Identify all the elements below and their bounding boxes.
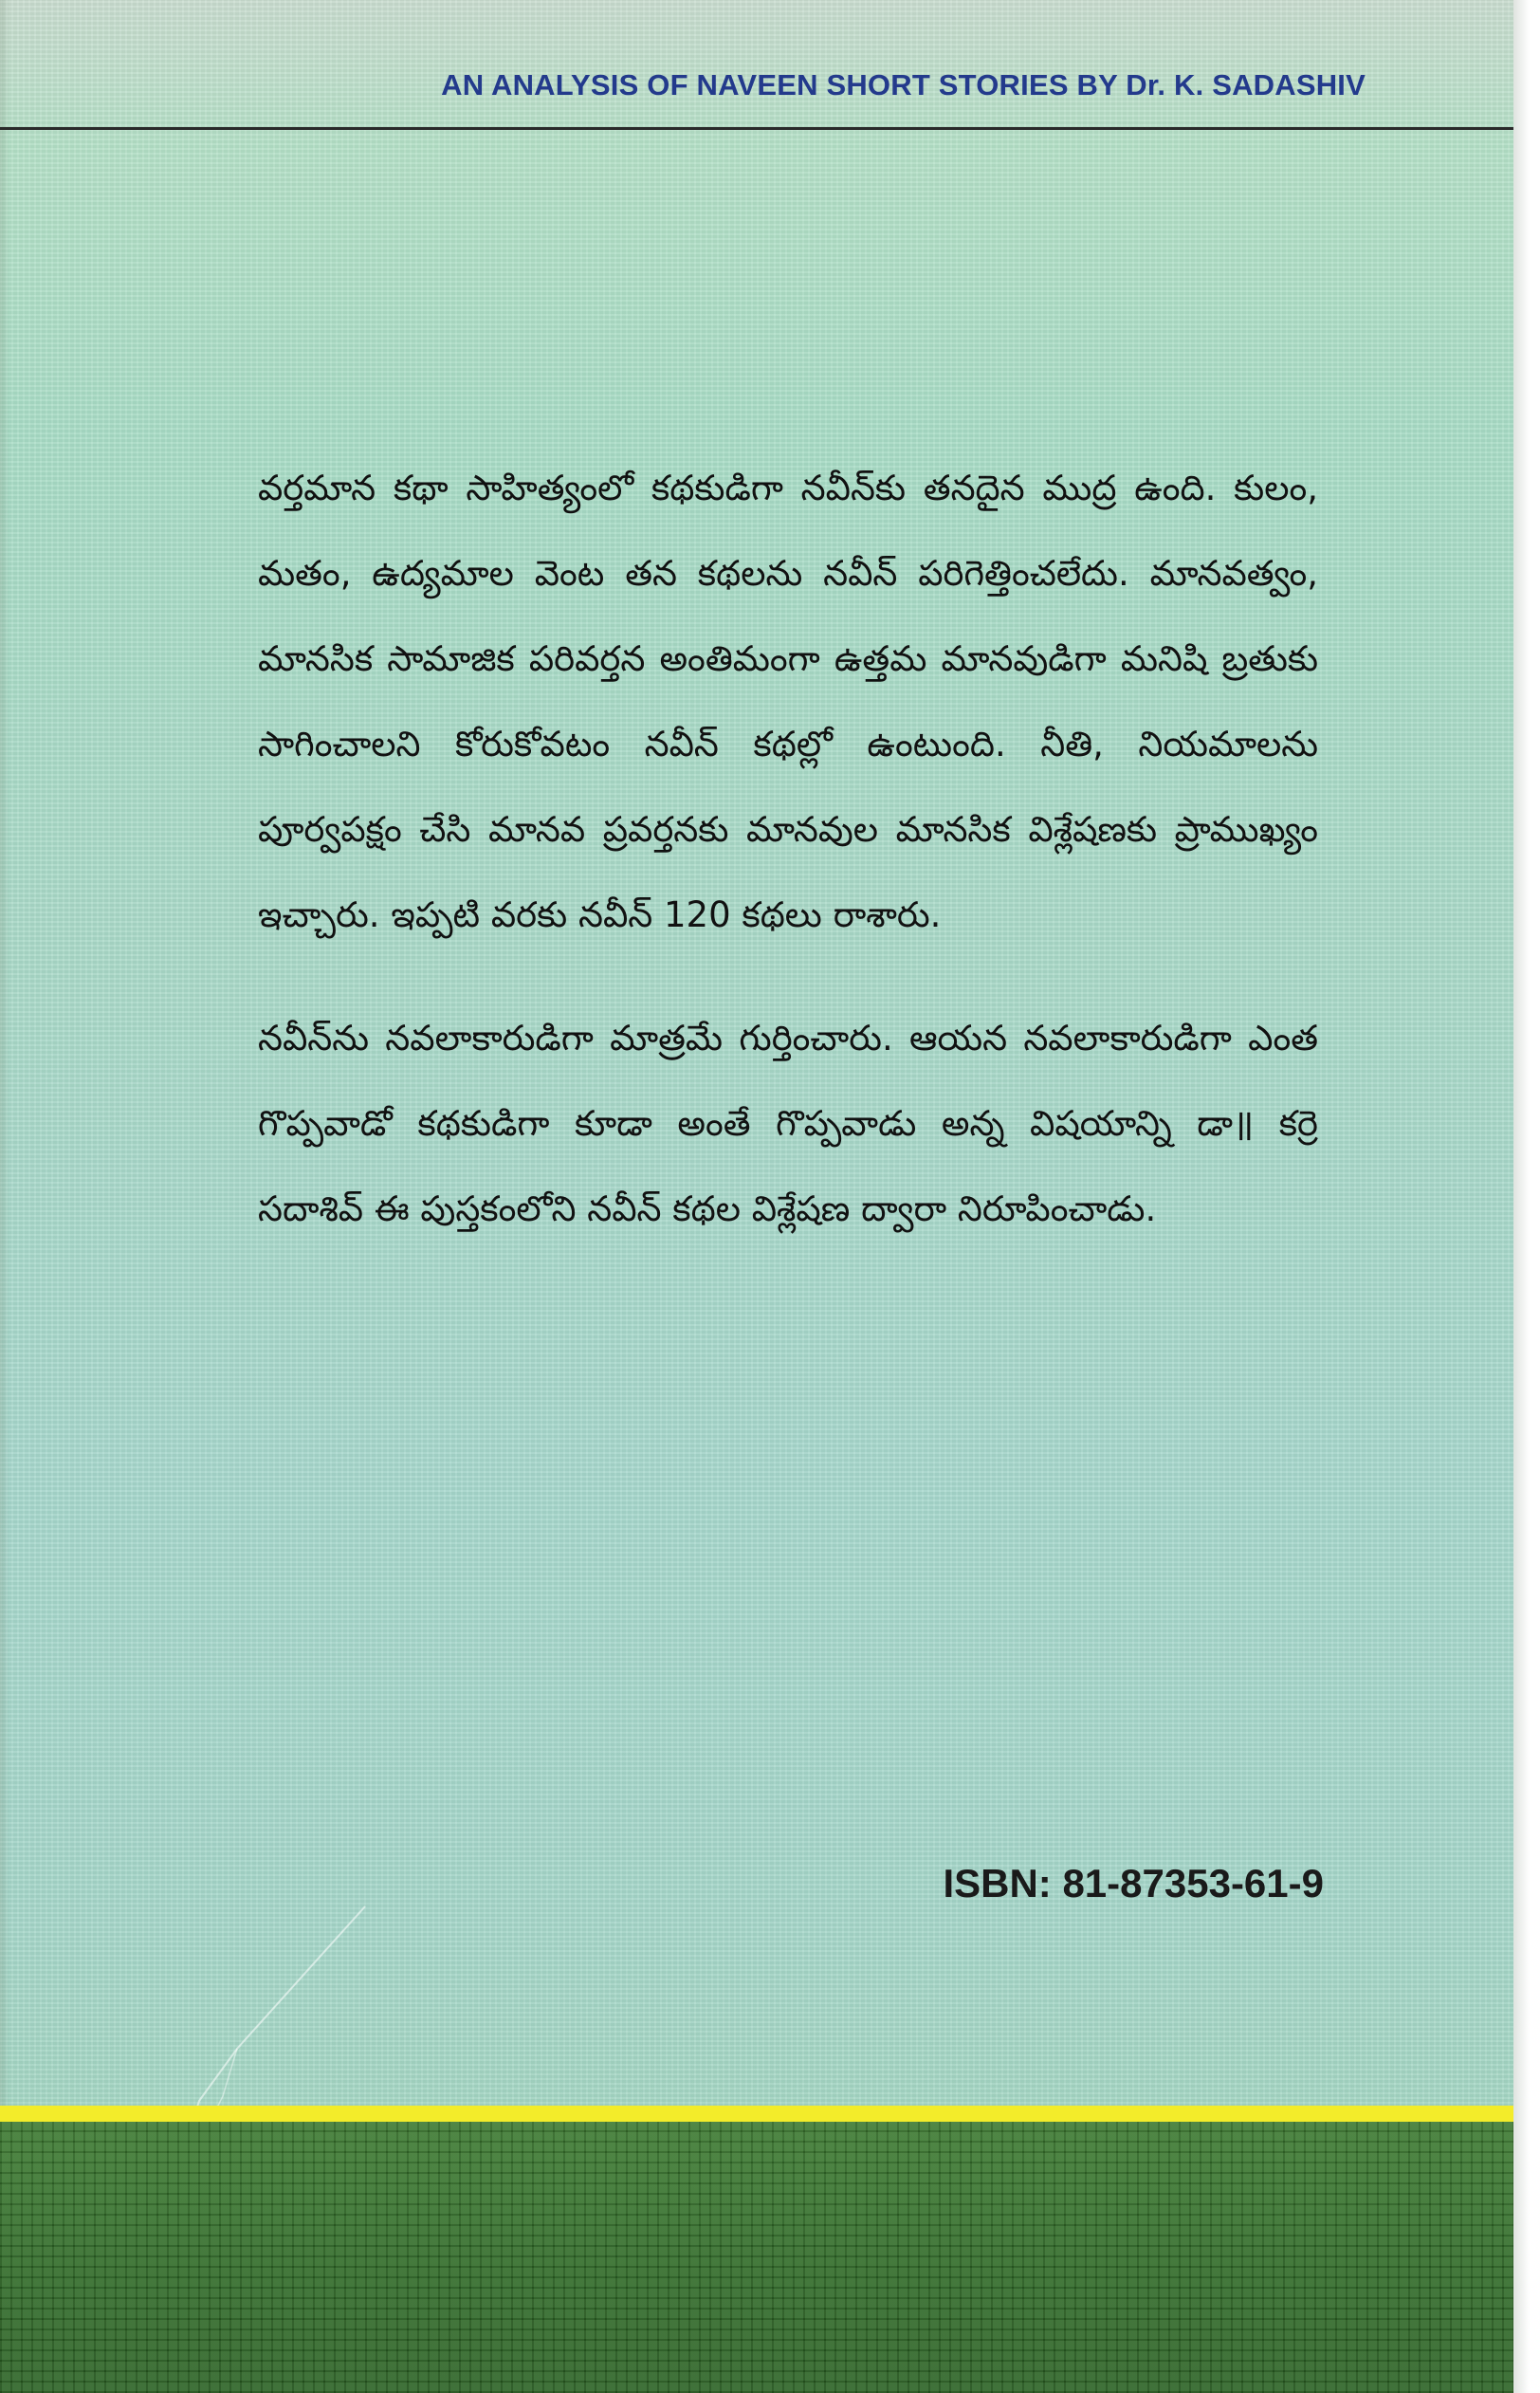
cover-left-edge-shadow [0, 0, 9, 2393]
yellow-stripe [0, 2106, 1513, 2122]
page-right-margin [1513, 0, 1540, 2393]
blurb-text [258, 446, 1318, 1252]
blurb-paragraph-1: వర్తమాన కథా సాహిత్యంలో కథకుడిగా నవీన్‌కు తనదైన ముద్ర ఉంది. కులం, మతం, ఉద్యమాల వెంట తన కథలను నవీన్ పరిగెత్తించలేదు. మానవత్వం, మానసిక సామాజిక పరివర్తన అంతిమంగా ఉత్తమ మానవుడిగా మనిషి బ్రతుకు సాగించాలని కోరుకోవటం నవీన్ కథల్లో ఉంటుంది. నీతి, నియమాలను పూర్వపక్షం చేసి మానవ ప్రవర్తనకు మానవుల మానసిక విశ్లేషణకు ప్రాముఖ్యం ఇచ్చారు. ఇప్పటి వరకు నవీన్ 120 కథలు రాశారు. [258, 468, 1318, 935]
blurb-paragraph-2: నవీన్‌ను నవలాకారుడిగా మాత్రమే గుర్తించారు. ఆయన నవలాకారుడిగా ఎంత గొప్పవాడో కథకుడిగా కూడా అంతే గొప్పవాడు అన్న విషయాన్ని డా॥ కర్రె సదాశివ్ ఈ పుస్తకంలోని నవీన్ కథల విశ్లేషణ ద్వారా నిరూపించాడు. [258, 1018, 1318, 1229]
green-bottom-band [0, 2122, 1513, 2393]
isbn-label: ISBN: 81-87353-61-9 [943, 1861, 1324, 1905]
header-rule [0, 127, 1513, 130]
header-title: AN ANALYSIS OF NAVEEN SHORT STORIES BY Dr. K. SADASHIV [441, 68, 1366, 101]
